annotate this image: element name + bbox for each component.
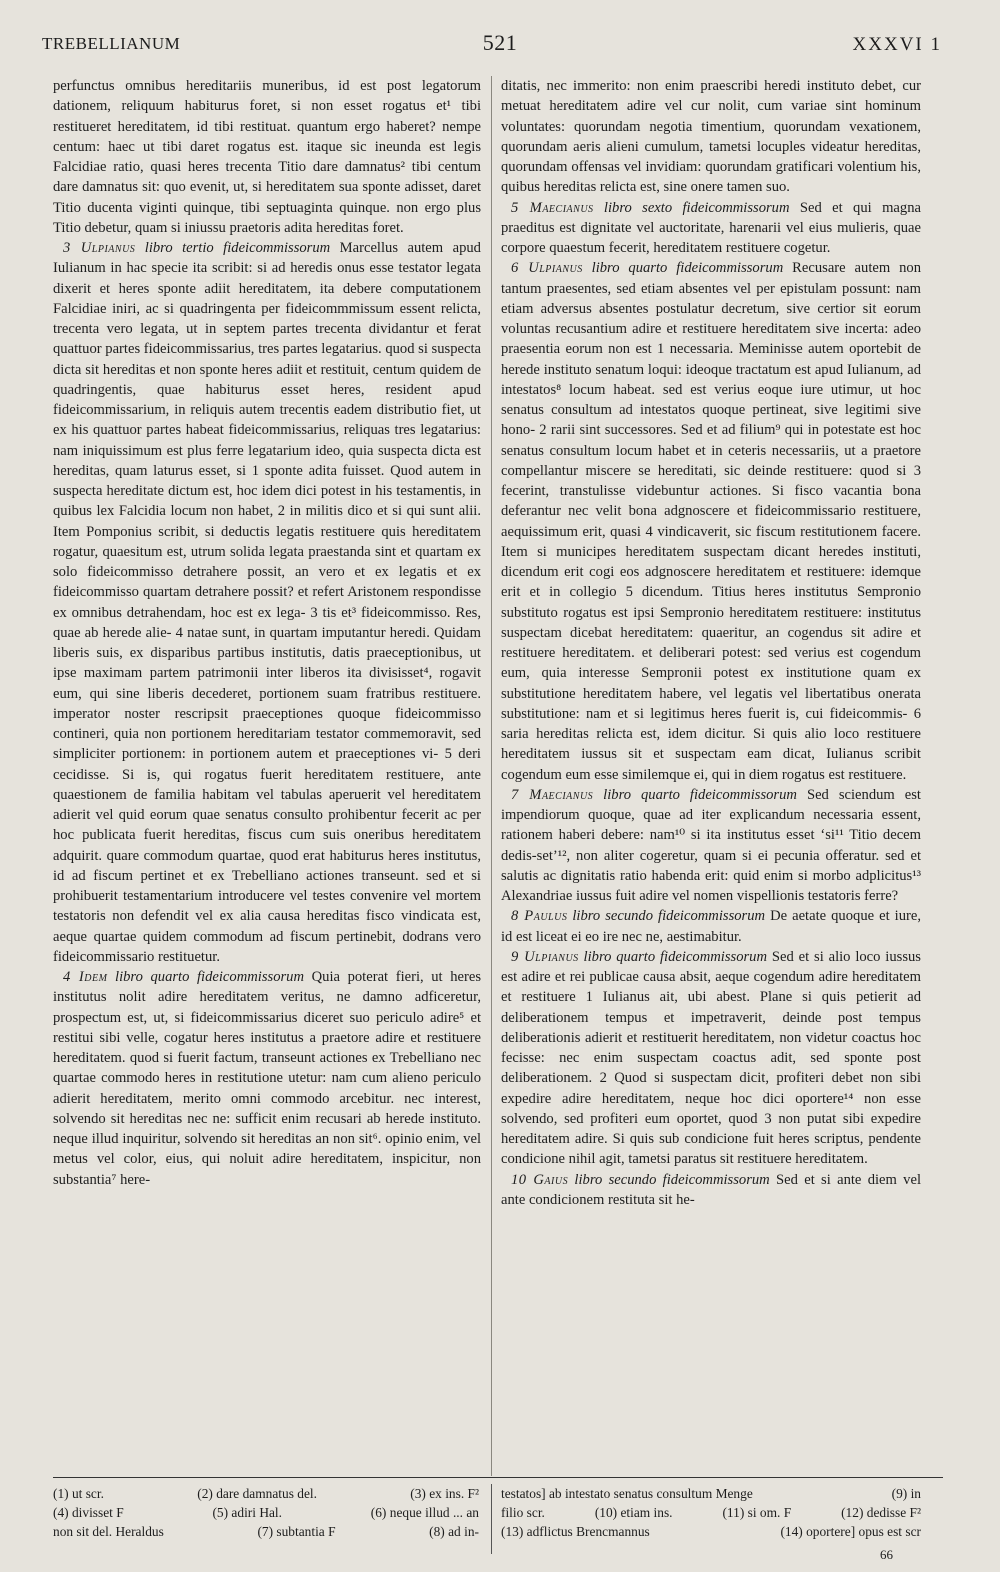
fragment-author: 4 Idem xyxy=(63,969,108,985)
footnote: (3) ex ins. F² xyxy=(410,1486,479,1501)
column-divider xyxy=(491,76,492,1476)
fragment-author: 6 Ulpianus xyxy=(511,260,583,277)
footnote-divider xyxy=(491,1484,492,1554)
fragment-source: libro quarto fideicommissorum xyxy=(115,969,305,985)
paragraph xyxy=(53,238,481,967)
fragment-author: 5 Maecianus xyxy=(511,199,594,216)
paragraph xyxy=(501,1170,921,1211)
footnotes-left xyxy=(53,1484,479,1541)
signature-mark: 66 xyxy=(880,1547,893,1562)
paragraph-text: Quia poterat fieri, ut heres institutus nolit adire hereditatem veritus, ne damno adficeretur, prospectum est, ut, si fideicommissarius diceret suo periculo adire⁵ et restitui sibi velle, cogatur heres institutus a praetore adire et restituere hereditatem. quod si fuerit factum, transeunt actiones ex Trebelliano nec quartae commodo heres in restitutione utetur: nam cum alieno periculo adierit hereditatem, merito omni commodo arcebitur. nec interest, solvendo sit hereditas nec ne: sufficit enim recusari ab herede instituto. neque illud inquiritur, solvendo sit hereditas an non sit⁶. opinio enim, vel metus vel color, eius, qui noluit adire hereditatem, inspicitur, non substantia⁷ here- xyxy=(53,969,482,1188)
left-column xyxy=(53,76,481,1190)
fragment-author: 10 Gaius xyxy=(511,1171,569,1188)
fragment-source: libro secundo fideicommissorum xyxy=(572,908,766,925)
running-head-title: TREBELLIANUM xyxy=(42,34,181,53)
paragraph-text: ditatis, nec immerito: non enim praescribi heredi instituto debet, cur metuat hereditatem adire vel cur nolit, cum variae sint hominum voluntates: quorundam negotia timentium, quorundam vexationem, quorundam aeris alieni cumulum, tametsi locuples videatur hereditas, quorundam offensas vel invidiam: quorundam gratificari volentium his, quibus hereditas relicta est, sine onere tamen suo. xyxy=(501,78,921,196)
footnote: non sit del. Heraldus xyxy=(53,1524,164,1539)
paragraph xyxy=(501,258,921,785)
paragraph xyxy=(501,947,921,1170)
footnote: (12) dedisse F² xyxy=(841,1505,921,1520)
footnote: (14) oportere] opus est scr xyxy=(780,1524,921,1539)
fragment-author: 3 Ulpianus xyxy=(63,240,136,256)
page-number: 521 xyxy=(482,30,518,55)
fragment-author: 9 Ulpianus xyxy=(511,948,579,965)
footnote: testatos] ab intestato senatus consultum Menge xyxy=(501,1486,753,1501)
footnote: (6) neque illud ... an xyxy=(370,1505,479,1520)
paragraph-text: perfunctus omnibus hereditariis muneribus, id est post legatorum dationem, reliquum habiturus foret, si non esset rogatus et¹ tibi restitueret hereditatem, id tibi restituat. quantum ergo haberet? nempe centum: haec ut tibi daret rogatus est. itaque sic ineunda est legis Falcidiae ratio, quasi heres trecenta Titio dare damnatus² tibi centum dare damnatus sit: quo evenit, ut, si hereditatem sua sponte adisset, daret Titio ducenta viginti quinque, tibi septuaginta quinque. non ergo plus Titio debetur, quam si iniussu praetoris adita hereditas foret. xyxy=(53,78,481,236)
paragraph-text: Marcellus autem apud Iulianum in hac specie ita scribit: si ad heredis onus esse testator legata dixerit et heres sponte adiit hereditatem, ita debere computationem Falcidiae iniri, ac si quadringenta per fideicommmissum essent relicta, trecenta vero legata, ut in septem partes trecenta dividantur et ferat quattuor partes fideicommissarius, tres partes legatarius. quod si suspecta dicta sit hereditas et non sponte heres adiit et restituit, centum quidem de quadringentis, quae habiturus esset heres, resident apud fideicommissarium, in reliquis autem trecentis eadem distributio fiet, ut ex his quattuor partes habeat fideicommissarius, reliquas tres legatarius: nam iniquissimum est plus ferre legatarium ideo, quia suspecta dicta est hereditas, quam laturus esset, si 1 sponte adita fuisset. Quod autem in suspecta hereditate dictum est, hoc idem dici potest in his testamentis, in quibus lex Falcidia locum non habet, 2 in militis dico et si qui sunt alii. Item Pomponius scribit, si deductis legatis restituere quis hereditatem rogatur, quaesitum est, utrum solida legata praestanda sint et quartam ex solo fideicommisso detrahere possit, an vero et ex legatis et ex fideicommisso quartam detrahere possit? et refert Aristonem respondisse ex omnibus detrahendam, hoc est ex lega- 3 tis et³ fideicommisso. Res, quae ab herede alie- 4 natae sunt, in quartam imputantur heredi. Quidam liberis suis, ex disparibus partibus institutis, datis praeceptionibus, ut ipse maximam partem patrimonii inter liberos ita divisisset⁴, rogavit eum, qui sine liberis decederet, portionem suam fratribus restituere. imperator noster rescripsit praeceptiones quoque fideicommisso contineri, quia non portionem hereditariam testator commemoravit, sed simpliciter portionem: in portionem autem et praeceptiones vi- 5 deri cecidisse. Si is, qui rogatus fuerit hereditatem restituere, ante quaestionem de familia habitam vel tabulas aperuerit vel hereditatem adierit vel quid eorum quae senatus consulto prohibentur fecerit ac per hoc publicata fuerit hereditas, fiscus cum suis oneribus hereditatem adquirit. quare commodum quartae, quod erat habiturus heres institutus, id ad fiscum pertinet et ex Trebelliano actiones transeunt. sed et si prohibuerit testamentarium introducere vel testes convenire vel mortem testatoris non defendit vel ex alia causa hereditas fisco vindicata est, aeque quartae quidem commodum ad fiscum pertinebit, dodrans vero fideicommissario restituetur. xyxy=(53,240,481,965)
fragment-source: libro sexto fideicommissorum xyxy=(603,199,790,216)
footnote-line xyxy=(53,1503,479,1522)
footnote-line xyxy=(53,1484,479,1503)
fragment-source: libro quarto fideicommissorum xyxy=(583,948,768,965)
footnote-line xyxy=(53,1522,479,1541)
fragment-source: libro tertio fideicommissorum xyxy=(144,240,331,256)
paragraph xyxy=(501,76,921,198)
footnote-line xyxy=(501,1503,921,1522)
footnote: (13) adflictus Brencmannus xyxy=(501,1524,650,1539)
footnote-line xyxy=(501,1522,921,1541)
running-head-section: XXXVI 1 xyxy=(852,34,942,55)
footnote: (1) ut scr. xyxy=(53,1486,104,1501)
footnote: (10) etiam ins. xyxy=(594,1505,673,1520)
paragraph xyxy=(501,785,921,907)
paragraph xyxy=(53,967,481,1190)
fragment-source: libro quarto fideicommissorum xyxy=(603,786,797,803)
footnotes-right xyxy=(501,1484,921,1541)
fragment-author: 8 Paulus xyxy=(511,908,568,925)
footnote: (4) divisset F xyxy=(53,1505,124,1520)
footnote-rule xyxy=(53,1477,943,1478)
fragment-author: 7 Maecianus xyxy=(511,786,594,803)
paragraph xyxy=(501,906,921,947)
right-column xyxy=(501,76,921,1210)
paragraph xyxy=(53,76,481,238)
footnote: (5) adiri Hal. xyxy=(212,1505,282,1520)
paragraph-text: Sed et si ante diem vel ante condicionem restituta sit he- xyxy=(501,1171,922,1208)
footnote-line xyxy=(501,1484,921,1503)
fragment-source: libro secundo fideicommissorum xyxy=(574,1171,770,1188)
footnote: (9) in xyxy=(891,1486,921,1501)
footnote: (11) si om. F xyxy=(722,1505,792,1520)
footnote: filio scr. xyxy=(501,1505,545,1520)
paragraph-text: Sed sciendum est impendiorum quoque, quae ad iter explicandum necessaria essent, rationem haberi debere: nam¹⁰ si ita institutus esset ‘si¹¹ Titio decem dedis-set’¹², non aliter cogeretur, quam si ei pecunia offeratur. sed et salutis ac dignitatis ratio habenda erit: quid enim si morbo adplicitus¹³ Alexandriae iussus fuit adire vel nomen vispellionis testatoris ferre? xyxy=(501,786,921,904)
paragraph-text: Recusare autem non tantum praesentes, sed etiam absentes vel per epistulam possunt: nam etiam adversus absentes postulatur decretum, sive certior sit eorum voluntas recusantium adire et restituere hereditatem sive incerta: adeo praesentia eorum non est 1 necessaria. Meminisse autem oportebit de herede instituto senatum loqui: ideoque tractatum est apud Iulianum, ad intestatos⁸ locum habeat. sed est verius eoque iure utimur, ut hoc senatus consultum ad intestatos quoque pertineat, sive legitimi sive hono- 2 rarii sint successores. Sed et ad filium⁹ qui in potestate est hoc senatus consultum locum habet et in ceteris necessariis, ut a praetore compellantur miscere se hereditati, sic deinde restituere: quod si 3 fecerint, transtulisse videbuntur actiones. Si fisco vacantia bona deferantur nec velit bona adgnoscere et fideicommissario restituere, aequissimum erit, quasi 4 vindicaverit, sic fiscum restitutionem facere. Item si municipes hereditatem suspectam dicant heredes instituti, dicendum erit cogi eos adgnoscere hereditatem et restituere: idemque erit et in collegio 5 dicendum. Titius heres institutus Sempronio substituto rogatus est ipsi Sempronio hereditatem restituere: institutus suspectam dicebat hereditatem: quaeritur, an cogendus sit adire et restituere hereditatem. et deliberari potest: sed verius est cogendum eum, quia interesse Sempronii potest ex institutione quam ex substitutione hereditatem habere, vel legatis vel libertatibus onerata substitutione: nam et si legitimus heres fuerit is, cui fideicommis- 6 saria hereditas relicta est, idem dicitur. Si quis alio loco restituere hereditatem iussus sit et suspectam eam dicat, Iulianus scribit cogendum eum esse similemque ei, qui in diem rogatus est restituere. xyxy=(501,260,921,783)
footnote: (7) subtantia F xyxy=(257,1524,336,1539)
footnote: (2) dare damnatus del. xyxy=(197,1486,317,1501)
paragraph-text: Sed et si alio loco iussus est adire et rei publicae causa absit, aeque cogendum adire hereditatem et restituere 1 Iulianus ait, ubi abest. Plane si quis petierit ad deliberationem tempus et impetraverit, deinde post tempus deliberationis adierit et restituerit hereditatem, non videtur coactus hoc fecisse: nec enim suspectam coactus adit, sed sponte post deliberationem. 2 Quod si suspectam dicit, profiteri debet non sibi expedire adire hereditatem, neque hoc dici oportere¹⁴ non esse solvendo, sed profiteri eum oportet, quod 3 non putat sibi expedire hereditatem adire. Si quis sub condicione fuit heres scriptus, pendente condicione nihil agit, tametsi paratus sit restituere hereditatem. xyxy=(501,948,921,1168)
paragraph xyxy=(501,198,921,259)
fragment-source: libro quarto fideicommissorum xyxy=(591,260,784,277)
footnote: (8) ad in- xyxy=(429,1524,479,1539)
paragraph-text: Sed et qui magna praeditus est dignitate vel auctoritate, harenarii vel eius mulieris, quae corpore quaestum fecerit, hereditatem restituere cogetur. xyxy=(501,199,921,256)
paragraph-text: De aetate quoque et iure, id est liceat ei eo ire nec ne, aestimabitur. xyxy=(501,908,921,945)
